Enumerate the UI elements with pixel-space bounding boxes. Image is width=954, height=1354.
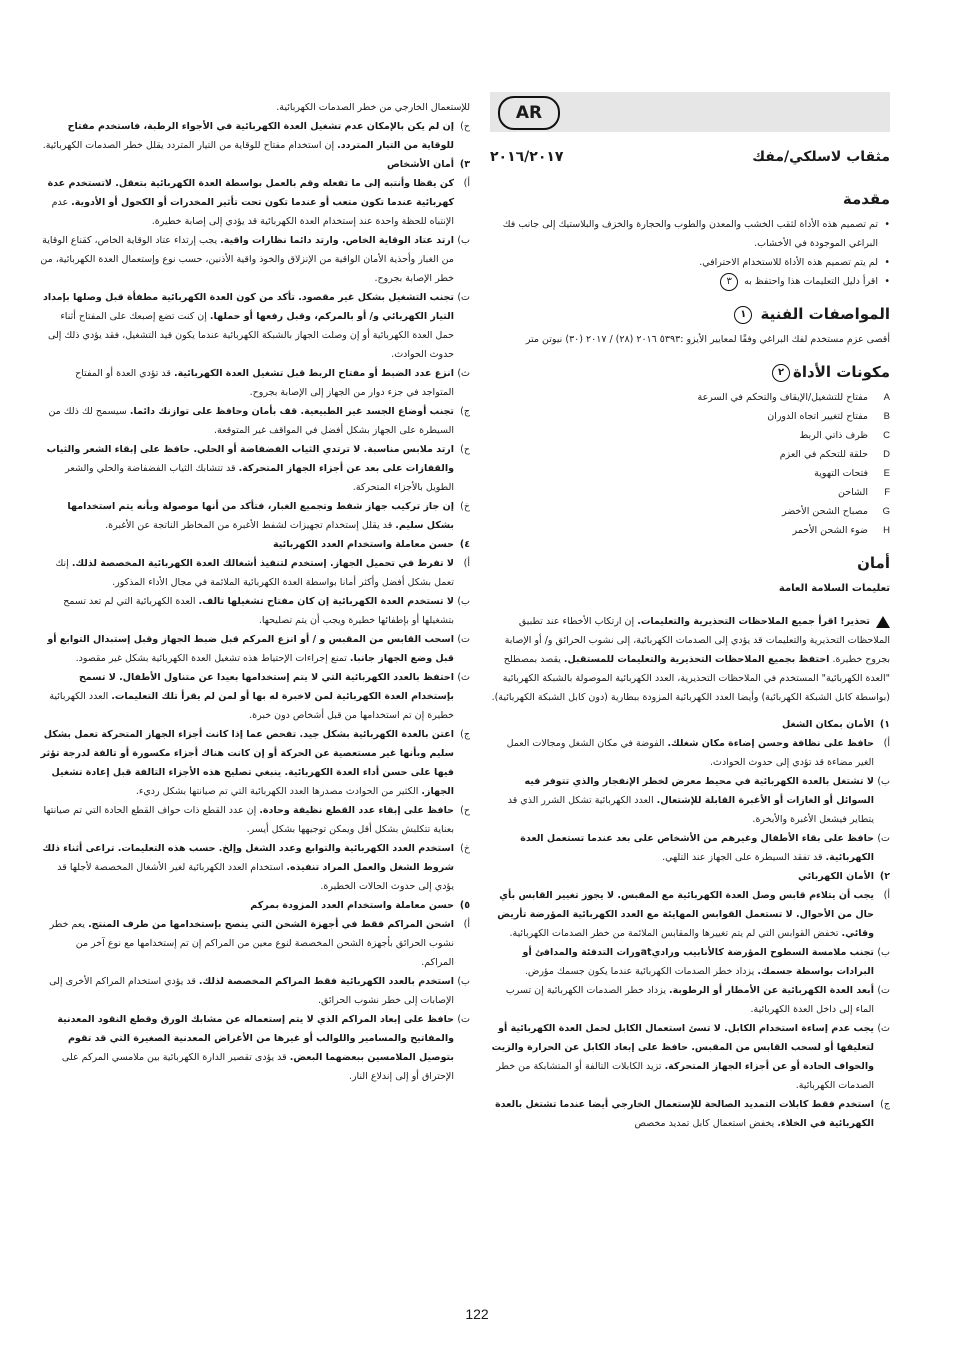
intro-bullet-text: اقرأ دليل التعليمات هذا واحتفظ به (744, 276, 878, 287)
item-mark: أ) (463, 919, 470, 930)
safety-item (490, 981, 890, 1019)
section-title-text: الأمان بمكان الشغل (782, 719, 874, 730)
figure-ref-3-icon: ٣ (720, 273, 738, 291)
specs-heading-text: المواصفات الفنية (760, 305, 890, 323)
section-number: ١) (879, 719, 890, 730)
item-mark: ج) (460, 729, 470, 740)
item-bold: اسحب القابس من المقبس و / أو انزع المركم قبل ضبط الجهاز وقبل إستبدال التوابع أو قبل وضع الجهاز جانبا. (47, 634, 454, 664)
component-label: مفتاح للتشغيل/الإيقاف والتحكم في السرعة (697, 392, 868, 403)
item-bold: حافظ على إبعاد المراكم الذي لا يتم إستعماله عن مشابك الورق وقطع النقود المعدنية والمفاتيح والمسامير واللوالب أو غيرها من الأغراض المعدنية الصغيرة التي قد تقوم بتوصيل الملامسين ببعضهما البعض. (57, 1014, 454, 1063)
component-item (490, 502, 890, 521)
warning-text: إن ارتكاب الأخطاء عند تطبيق الملاحظات التحذيرية والتعليمات قد يؤدي إلى الصدمات الكهربائية، إلى نشوب الحرائق و/ أو الإصابة بجروح خطيرة. (504, 616, 890, 665)
item-bold: استخدم العدد الكهربائية والتوابع وعدد الشغل وإلخ. حسب هذه التعليمات. تراعى أثناء ذلك شروط الشغل والعمل المراد تنفيذه. (42, 843, 454, 873)
component-item (490, 407, 890, 426)
item-bold: تجنب ملامسة السطوح المؤرضة كالأنابيب وراديatورات التدفئة والمدافئ أو البرادات بواسطة جسمك. (522, 947, 874, 977)
item-text: العدد الكهربائية خطيرة إن تم استخدامها من قبل أشخاص دون خبرة. (49, 691, 454, 721)
safety-item (490, 1019, 890, 1095)
safety-item (490, 772, 890, 829)
component-item (490, 426, 890, 445)
item-text: استخدام العدد الكهربائية لغير الأشغال المخصصة لأجلها قد يؤدي إلى حدوث الحالات الخطيرة. (57, 862, 454, 892)
safety-item (40, 839, 470, 896)
component-key: F (884, 487, 890, 498)
item-text: إن كنت تضع إصبعك على المفتاح أثناء حمل العدة الكهربائية أو إن وصلت الجهاز بالشبكة الكهربائية عندما يكون قيد التشغيل، فقد يؤدي ذلك إلى حدوث الحوادث. (47, 311, 454, 360)
item-text: الكثير من الحوادث مصدرها العدد الكهربائية التي تم صيانتها بشكل رديء. (135, 786, 419, 797)
item-text: يخفض استعمال كابل تمديد مخصص (634, 1118, 775, 1129)
item-text: يعم خطر نشوب الحرائق بأجهزة الشحن المخصصة لنوع معين من المراكم إن تم إستخدامها مع نوع آخر من المراكم. (49, 919, 454, 968)
section-number: ٢) (879, 871, 890, 882)
safety-item (40, 117, 470, 155)
item-mark: ت) (457, 292, 470, 303)
title-row (490, 148, 890, 176)
item-mark: ب) (457, 976, 470, 987)
warning-triangle-icon (876, 616, 890, 628)
item-text: تزيد الكابلات التالفة أو المتشابكة من خطر الصدمات الكهربائية. (496, 1061, 874, 1091)
item-text: يجب إرتداء عتاد الوقاية الخاص، كقناع الوقاية من الغبار وأحذية الأمان الواقية من الإنزلاق والخوذ واقية الأذنين، حسب نوع وإستعمال العدة الكهربائية، من خطر الإصابة بجروح. (40, 235, 454, 284)
item-text: قد تتشابك الثياب الفضفاضة والحلي والشعر الطويل بالأجزاء المتحركة. (65, 463, 454, 493)
specs-text: أقصى عزم مستخدم لفك البراغي وفقًا لمعايير الأيزو :٥٣٩٣ ٢٠١٦ (٢٨) / ٢٠١٧ (٣٠) نيوتن متر (525, 334, 890, 345)
item-text: تمنع إجراءات الإحتياط هذه تشغيل العدة الكهربائية بشكل غير مقصود. (75, 653, 347, 664)
section-number: ٤) (459, 539, 470, 550)
item-bold: ارتد عتاد الوقاية الخاص. وارتد دائما نظارات واقية. (220, 235, 454, 246)
item-mark: أ) (883, 890, 890, 901)
intro-bullet: • لم يتم تصميم هذه الأداة للاستخدام الاحترافي. (490, 253, 878, 272)
component-key: G (882, 506, 890, 517)
item-bold: تجنب التشغيل بشكل غير مقصود. تأكد من كون العدة الكهربائية مطفأة قبل وصلها بإمداد التيار الكهربائي و/ أو بالمركم، وقبل رفعها أو حملها. (43, 292, 454, 322)
item-bold: استخدم فقط كابلات التمديد الصالحة للإستعمال الخارجي أيضا عندما تشتغل بالعدة الكهربائية في الخلاء. (495, 1099, 874, 1129)
item-text: يزداد خطر الصدمات الكهربائية إن تسرب الماء إلى داخل العدة الكهربائية. (505, 985, 874, 1015)
item-text: قد يؤدي استخدام المراكم الأخرى إلى الإصابات إلى خطر نشوب الحرائق. (49, 976, 454, 1006)
item-bold: لا تشتغل بالعدة الكهربائية في محيط معرض لخطر الإنفجار والذي تتوفر فيه السوائل أو الغازات أو الأغبرة القابلة للإشتعال. (524, 776, 874, 806)
item-text: إنك تعمل بشكل أفضل وأكثر أمانا بواسطة العدة الكهربائية الملائمة في مجال الأداء المذكور. (55, 558, 454, 588)
document-date: ٢٠١٦/٢٠١٧ (490, 149, 564, 165)
item-bold: اشحن المراكم فقط في أجهزة الشحن التي ينصح بإستخدامها من طرف المنتج. (88, 919, 454, 930)
item-mark: ث) (457, 368, 470, 379)
item-text: إن عدد القطع ذات حواف القطع الحادة التي تم صيانتها بعناية تتكلبش بشكل أقل ويمكن توجيهها بشكل أيسر. (43, 805, 454, 835)
item-mark: أ) (463, 178, 470, 189)
item-bold: إن جاز تركيب جهاز شفط وتجميع الغبار، فتأكد من أنها موصولة وبأنه يتم استخدامها بشكل سليم. (67, 501, 454, 531)
item-bold: إن لم يكن بالإمكان عدم تشغيل العدة الكهربائية في الأجواء الرطبة، فاستخدم مفتاح للوقاية من التيار المتردد. (67, 121, 454, 151)
section-title-text: حسن معاملة واستخدام العدد المزودة بمركم (250, 900, 454, 911)
safety-item (40, 231, 470, 288)
intro-heading: مقدمة (842, 190, 890, 208)
section-number: ٥) (459, 900, 470, 911)
section-title (490, 715, 890, 734)
safety-item (40, 972, 470, 1010)
item-bold: يجب عدم إساءة استخدام الكابل. لا تسئ استعمال الكابل لحمل العدة الكهربائية أو لتعليقها أو لسحب القابس من المقبس. حافظ على إبعاد الكابل عن الحرارة والزيت والحواف الحادة أو عن أجزاء الجهاز المتحركة. (491, 1023, 874, 1072)
component-label: فتحات التهوية (814, 468, 868, 479)
item-bold: حافظ على إبقاء عدد القطع نظيفة وحادة. (259, 805, 454, 816)
page-number: 122 (465, 1306, 489, 1322)
item-bold: لا تستخدم العدة الكهربائية إن كان مفتاح تشغيلها تالف. (198, 596, 454, 607)
safety-item (490, 829, 890, 867)
item-text: قد يقلل إستخدام تجهيزات لشفط الأغبرة من المخاطر الناتجة عن الأغبرة. (105, 520, 393, 531)
item-bold: انزع عدد الضبط أو مفتاح الربط قبل تشغيل العدة الكهربائية. (173, 368, 454, 379)
item-bold: أبعد العدة الكهربائية عن الأمطار أو الرطوبة. (669, 985, 874, 996)
section-title-text: حسن معاملة واستخدام العدد الكهربائية (273, 539, 454, 550)
intro-bullet (490, 272, 878, 291)
item-bold: حافظ على نظافة وحسن إضاءة مكان شغلك. (667, 738, 874, 749)
item-bold: ارتد ملابس مناسبة. لا ترتدي الثياب الفضفاضة أو الحلي. حافظ على إبقاء الشعر والثياب والقفازات على بعد عن أجزاء الجهاز المتحركة. (46, 444, 454, 474)
safety-item (40, 440, 470, 497)
item-mark: ث) (457, 672, 470, 683)
item-text: يزداد خطر الصدمات الكهربائية عندما يكون جسمك مؤرض. (524, 966, 755, 977)
figure-ref-1-icon: ١ (734, 306, 752, 324)
safety-item (40, 630, 470, 668)
safety-item (40, 402, 470, 440)
component-item (490, 464, 890, 483)
item-bold: حافظ على بقاء الأطفال وغيرهم من الأشخاص على بعد عندما تستعمل العدة الكهربائية. (520, 833, 874, 863)
item-bold: كن يقظا وأنتبه إلى ما تفعله وقم بالعمل بواسطة العدة الكهربائية بتعقل. لاتستخدم عدة كهربائية عندما تكون متعب أو عندما تكون تحت تأثير المخدرات أو الكحول أو الأدوية. (47, 178, 454, 208)
component-label: مفتاح لتغيير اتجاه الدوران (767, 411, 868, 422)
component-key: E (883, 468, 890, 479)
section-title (40, 896, 470, 915)
item-bold: لا تفرط في تحميل الجهاز. إستخدم لتنفيذ أشغالك العدة الكهربائية المخصصة لذلك. (71, 558, 454, 569)
item-text: الفوضة في مكان الشغل ومجالات العمل الغير مضاءة قد تؤدي إلى حدوث الحوادث. (506, 738, 874, 768)
safety-item (40, 554, 470, 592)
item-text: سيسمح لك ذلك من السيطرة على الجهاز بشكل أفضل في المواقف غير المتوقعة. (48, 406, 454, 436)
safety-item (40, 174, 470, 231)
item-text: العدة الكهربائية التي لم تعد تسمح بتشغيلها أو بإطفائها خطيرة ويجب أن يتم تصليحها. (63, 596, 454, 626)
component-label: ضوء الشحن الأحمر (792, 525, 868, 536)
component-item (490, 521, 890, 540)
safety-item (40, 497, 470, 535)
item-bold: يجب أن يتلاءم قابس وصل العدة الكهربائية مع المقبس. لا يجوز تغيير القابس بأي حال من الأحوال. لا تستعمل القوابس المهايئة مع العدد الكهربائية المؤرضة تأريض وقائي. (497, 890, 874, 939)
component-label: الشاحن (837, 487, 868, 498)
item-mark: خ) (460, 843, 470, 854)
item-text: عدم الإنتباه للحظة واحدة عند إستخدام العدة الكهربائية قد يؤدي إلى إصابة خطيرة. (51, 197, 454, 227)
item-mark: ح) (460, 121, 470, 132)
item-text: قد تفقد السيطرة على الجهاز عند التلهي. (662, 852, 823, 863)
safety-item (40, 915, 470, 972)
component-key: B (883, 411, 890, 422)
safety-item (490, 886, 890, 943)
component-label: حلقة للتحكم في العزم (779, 449, 868, 460)
language-badge: AR (498, 96, 560, 130)
safety-item (40, 364, 470, 402)
component-key: H (883, 525, 890, 536)
document-title: مثقاب لاسلكي/مفك (752, 149, 890, 165)
safety-item (40, 592, 470, 630)
intro-bullet: • تم تصميم هذه الأداة لثقب الخشب والمعدن والطوب والحجارة والخزف والبلاستيك إلى جانب فك البراغي الموجودة في الأخشاب. (490, 215, 878, 253)
item-mark: ج) (880, 1099, 890, 1110)
component-item (490, 483, 890, 502)
right-sections (490, 715, 890, 1133)
item-bold: تجنب أوضاع الجسد غير الطبيعية. قف بأمان وحافظ على توازنك دائما. (129, 406, 454, 417)
item-mark: ت) (877, 985, 890, 996)
item-text: العدد الكهربائية تشكل الشرر الذي قد يتطاير فيشعل الأغبرة والأبخرة. (507, 795, 874, 825)
component-key: C (883, 430, 890, 441)
section-title (40, 155, 470, 174)
safety-item (490, 943, 890, 981)
safety-item (40, 668, 470, 725)
item-mark: خ) (460, 501, 470, 512)
left-column (40, 98, 470, 1086)
safety-item (40, 725, 470, 801)
warning-keep: احتفظ بجميع الملاحظات التحذيرية والتعليمات للمستقبل. (563, 654, 830, 665)
components-heading (490, 363, 890, 382)
item-text: تخفض القوابس التي لم يتم تغييرها والمقابس الملائمة من خطر الصدمات الكهربائية. (509, 928, 839, 939)
warning-text2: يقصد بمصطلح "العدة الكهربائية" المستخدم في الملاحظات التحذيرية، العدد الكهربائية الموصولة بالشبكة الكهربائية (بواسطة كابل الشبكة الكهربائية) وأيضا العدد الكهربائية المزودة ببطارية (دون كابل الشبكة الكهربائية). (491, 654, 890, 703)
item-mark: أ) (883, 738, 890, 749)
item-mark: ب) (457, 235, 470, 246)
item-mark: ح) (460, 444, 470, 455)
item-mark: ب) (877, 947, 890, 958)
warning-block (490, 612, 890, 707)
item-text: قد يؤدى تقصير الدارة الكهربائية بين ملامسي المركم على الإحتراق أو إلى إندلاع النار. (61, 1052, 454, 1082)
component-key: D (883, 449, 890, 460)
components-heading-text: مكونات الأداة (793, 363, 890, 381)
item-text: إن استخدام مفتاح للوقاية من التيار المتردد يقلل خطر الصدمات الكهربائية. (42, 140, 335, 151)
component-label: مصباح الشحن الأخضر (781, 506, 868, 517)
item-mark: أ) (463, 558, 470, 569)
item-mark: ت) (457, 1014, 470, 1025)
safety-item (40, 801, 470, 839)
intro-bullets (490, 215, 890, 291)
item-text: قد تؤدي العدة أو المفتاح المتواجد في جزء دوار من الجهاز إلى الإصابة بجروح. (75, 368, 454, 398)
safety-item (40, 288, 470, 364)
figure-ref-2-icon: ٢ (772, 364, 790, 382)
section-title-text: أمان الأشخاص (387, 159, 454, 170)
component-label: ظرف ذاتي الربط (799, 430, 868, 441)
language-bar (490, 92, 890, 132)
item-bold: احتفظ بالعدد الكهربائية التي لا يتم إستخدامها بعيدا عن متناول الأطفال. لا تسمح بإستخدام العدة الكهربائية لمن لاخبرة له بها أو لمن لم يقرأ تلك التعليمات. (78, 672, 454, 702)
item-bold: استخدم بالعدد الكهربائية فقط المراكم المخصصة لذلك. (198, 976, 454, 987)
component-key: A (883, 392, 890, 403)
safety-item (490, 734, 890, 772)
safety-subheading: تعليمات السلامة العامة (778, 583, 890, 594)
safety-heading: أمان (857, 554, 890, 572)
specs-heading (490, 305, 890, 324)
item-mark: ح) (460, 805, 470, 816)
section-number: ٣) (459, 159, 470, 170)
item-mark: ت) (457, 634, 470, 645)
section-title-text: الأمان الكهربائي (797, 871, 874, 882)
warning-lead: تحذير! اقرأ جميع الملاحظات التحذيرية والتعليمات. (637, 616, 870, 627)
component-item (490, 445, 890, 464)
item-mark: ب) (457, 596, 470, 607)
item-mark: ج) (460, 406, 470, 417)
right-column (490, 92, 890, 1133)
item-mark: ب) (877, 776, 890, 787)
section-title (490, 867, 890, 886)
safety-item (40, 1010, 470, 1086)
continued-text: للإستعمال الخارجي من خطر الصدمات الكهربائية. (276, 102, 470, 113)
item-mark: ث) (877, 1023, 890, 1034)
section-title (40, 535, 470, 554)
components-list (490, 388, 890, 540)
safety-item (490, 1095, 890, 1133)
component-item (490, 388, 890, 407)
item-bold: اعتن بالعدة الكهربائية بشكل جيد. تفحص عما إذا كانت أجزاء الجهاز المتحركة تعمل بشكل سليم وبأنها غير مستعصية عن الحركة أو إن كانت هناك أجزاء مكسورة أو تالفة لدرجة تؤثر فيها على حسن أداء العدة الكهربائية. ينبغي تصليح هذه الأجزاء التالفة قبل إعادة تشغيل الجهاز. (40, 729, 454, 797)
left-sections (40, 155, 470, 1086)
item-mark: ت) (877, 833, 890, 844)
